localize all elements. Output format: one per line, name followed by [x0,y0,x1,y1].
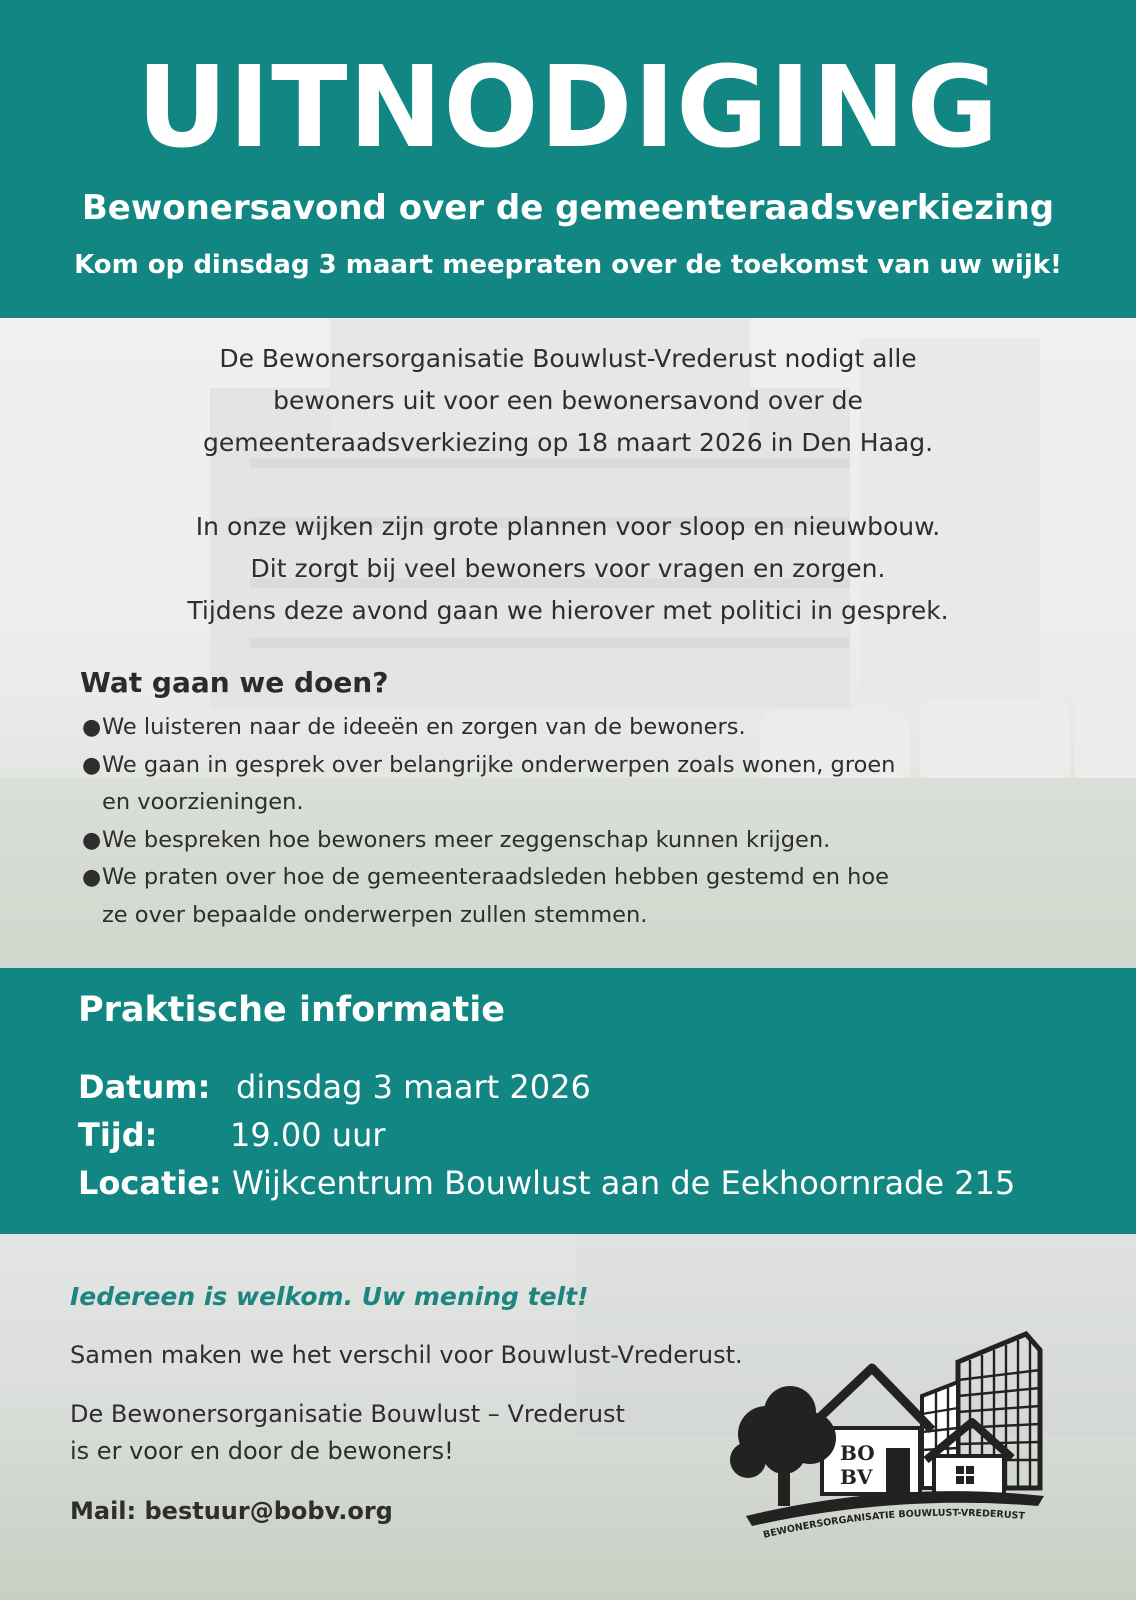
list-item-text: We praten over hoe de gemeenteraadsleden hebben gestemd en hoe ze over bepaalde onderwerpen zullen stemmen. [102,864,889,928]
time-value: 19.00 uur [230,1116,386,1154]
intro-line: Tijdens deze avond gaan we hierover met politici in gesprek. [187,596,949,625]
header-banner [0,0,1136,318]
location-row [78,1164,1016,1202]
time-row [78,1116,386,1154]
together-text: Samen maken we het verschil voor Bouwlust-Vrederust. [70,1341,743,1369]
intro-line: In onze wijken zijn grote plannen voor sloop en nieuwbouw. [195,512,941,541]
list-item-text: We gaan in gesprek over belangrijke onderwerpen zoals wonen, groen en voorzieningen. [102,751,896,815]
intro-line: Dit zorgt bij veel bewoners voor vragen en zorgen. [250,554,886,583]
bullet-icon: ● [82,752,102,778]
intro-text [0,338,1136,674]
location-value: Wijkcentrum Bouwlust aan de Eekhoornrade 215 [232,1164,1016,1202]
list-item-text: We luisteren naar de ideeën en zorgen van de bewoners. [102,714,746,740]
invitation-title: UITNODIGING [136,43,1000,173]
bullet-icon: ● [82,715,102,740]
event-subtitle: Bewonersavond over de gemeenteraadsverkiezing [81,188,1055,228]
logo-caption-path: BEWONERSORGANISATIE BOUWLUST-VREDERUST [762,1507,1026,1541]
organisation-text-line1: De Bewonersorganisatie Bouwlust – Vrederust [70,1400,625,1428]
intro-line: bewoners uit voor een bewonersavond over de [273,386,863,415]
logo-initials-top: BO [840,1441,875,1465]
date-value: dinsdag 3 maart 2026 [236,1068,591,1106]
list-item-text: We bespreken hoe bewoners meer zeggenschap kunnen krijgen. [102,826,831,853]
date-label: Datum: [78,1068,211,1106]
list-item [80,709,980,747]
intro-line: De Bewonersorganisatie Bouwlust-Vrederust nodigt alle [219,344,917,373]
bobv-logo [726,1330,1066,1552]
practical-info-heading: Praktische informatie [78,990,505,1030]
bullet-icon: ● [82,827,102,853]
welcome-text: Iedereen is welkom. Uw mening telt! [70,1282,589,1311]
bullet-icon: ● [82,865,102,890]
intro-line: gemeenteraadsverkiezing op 18 maart 2026 in Den Haag. [202,428,934,457]
time-label: Tijd: [78,1116,158,1154]
ground-swoosh [746,1491,1044,1526]
list-item [80,747,922,822]
event-tagline: Kom op dinsdag 3 maart meepraten over de toekomst van uw wijk! [74,250,1062,280]
list-item [80,822,980,860]
list-item [80,859,902,934]
intro-paragraph-2 [0,506,1136,632]
date-row [78,1068,591,1106]
location-label: Locatie: [78,1164,222,1202]
practical-info-banner [0,968,1136,1234]
intro-paragraph-1 [0,338,1136,464]
activities-list [80,709,980,934]
activities-heading: Wat gaan we doen? [80,666,389,699]
activities-section [80,666,980,934]
organisation-text-line2: is er voor en door de bewoners! [70,1437,454,1465]
contact-mail[interactable]: Mail: bestuur@bobv.org [70,1497,393,1525]
logo-initials-bottom: BV [840,1465,873,1489]
